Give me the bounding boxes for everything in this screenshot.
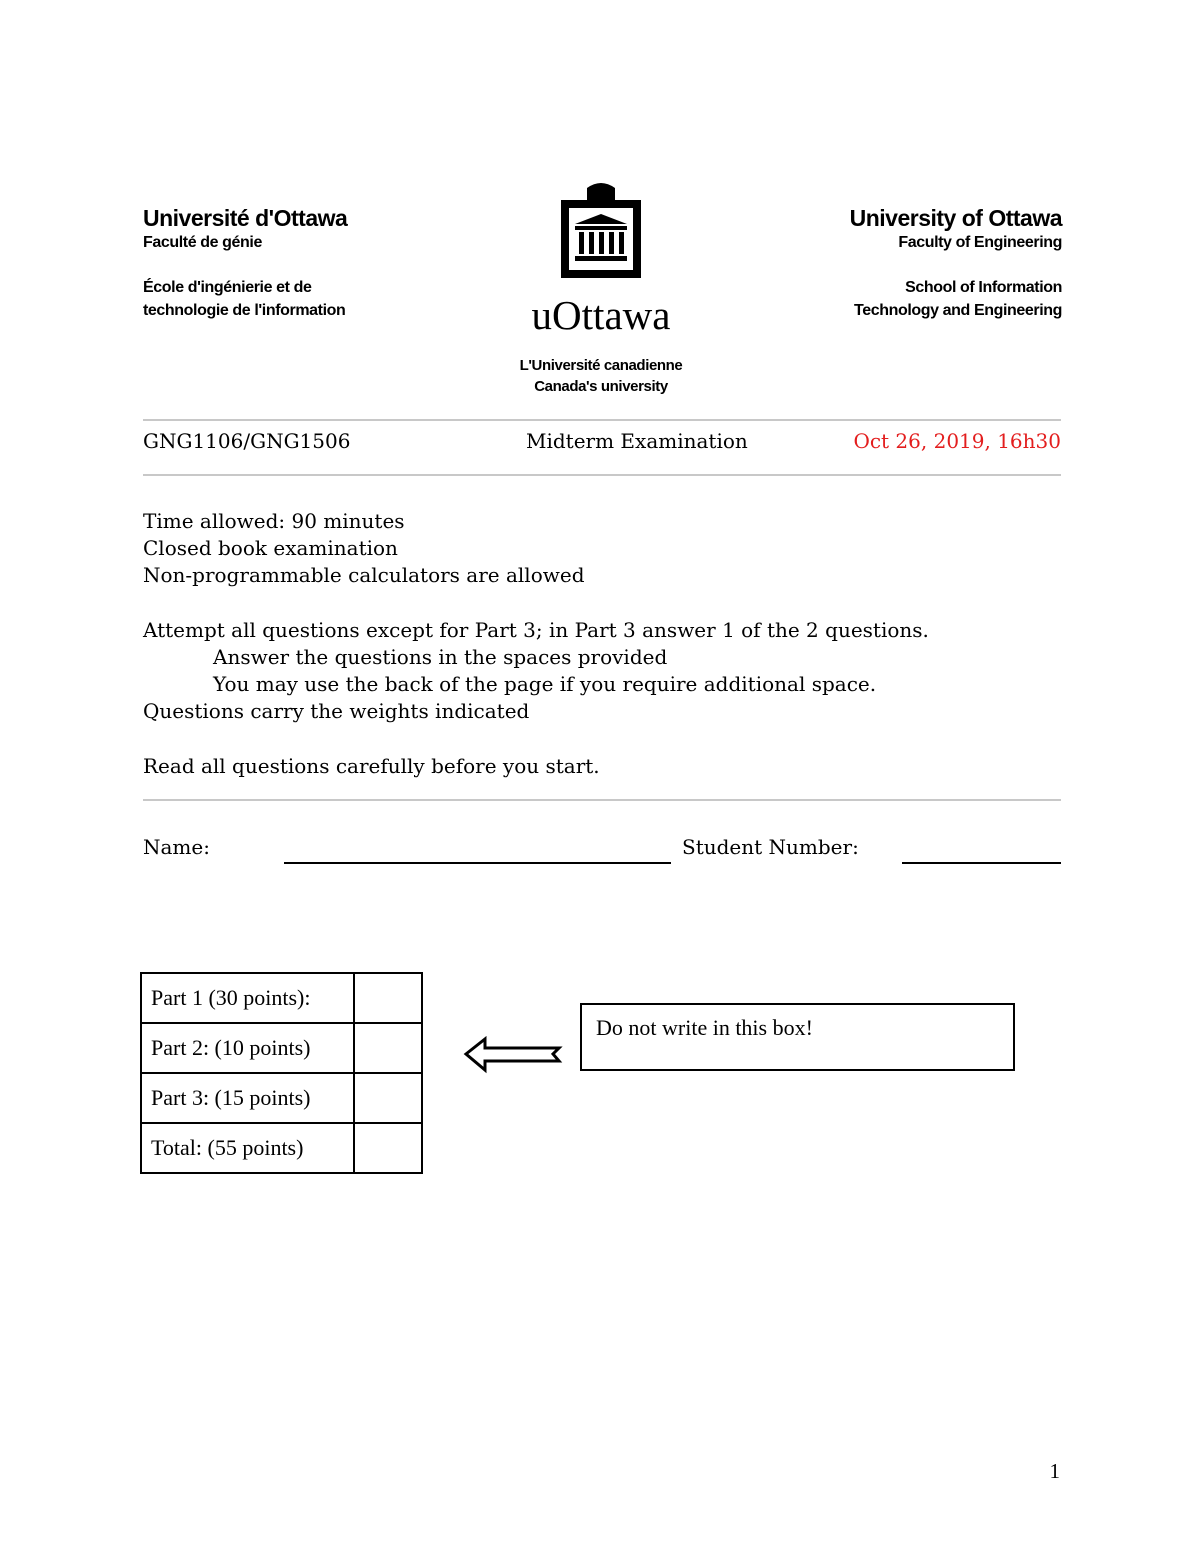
answer-spaces-instruction: Answer the questions in the spaces provided xyxy=(213,645,668,669)
exam-title: Midterm Examination xyxy=(526,429,748,453)
course-code: GNG1106/GNG1506 xyxy=(143,429,351,453)
closed-book-note: Closed book examination xyxy=(143,536,398,560)
page-number: 1 xyxy=(1049,1459,1060,1483)
school-name-fr-line1: École d'ingénierie et de xyxy=(143,279,312,296)
score-label-total: Total: (55 points) xyxy=(141,1123,354,1173)
divider-middle xyxy=(143,474,1061,476)
school-name-en xyxy=(780,276,1062,322)
weights-instruction: Questions carry the weights indicated xyxy=(143,699,530,723)
score-label-part2: Part 2: (10 points) xyxy=(141,1023,354,1073)
university-name-fr: Université d'Ottawa xyxy=(143,205,348,231)
faculty-name-en: Faculty of Engineering xyxy=(898,234,1062,251)
uottawa-building-icon xyxy=(555,180,647,280)
table-row xyxy=(141,973,422,1023)
read-all-instruction: Read all questions carefully before you start. xyxy=(143,754,600,778)
school-name-en-line1: School of Information xyxy=(905,279,1062,296)
uottawa-wordmark: uOttawa xyxy=(531,292,671,338)
header-french xyxy=(143,203,473,322)
exam-info-row xyxy=(143,427,1061,455)
exam-rules xyxy=(143,508,1061,589)
table-row xyxy=(141,1023,422,1073)
score-cell-part2 xyxy=(354,1023,422,1073)
exam-date: Oct 26, 2019, 16h30 xyxy=(853,429,1061,453)
university-name-en: University of Ottawa xyxy=(849,205,1062,231)
tagline-french: L'Université canadienne xyxy=(519,357,683,374)
score-cell-part3 xyxy=(354,1073,422,1123)
calculator-note: Non-programmable calculators are allowed xyxy=(143,563,585,587)
school-name-fr-line2: technologie de l'information xyxy=(143,302,346,319)
left-arrow-icon xyxy=(463,1036,565,1081)
table-row xyxy=(141,1123,422,1173)
score-label-part1: Part 1 (30 points): xyxy=(141,973,354,1023)
divider-bottom xyxy=(143,799,1061,801)
table-row xyxy=(141,1073,422,1123)
score-table xyxy=(140,972,423,1174)
score-cell-total xyxy=(354,1123,422,1173)
back-of-page-instruction: You may use the back of the page if you require additional space. xyxy=(213,672,877,696)
divider-top xyxy=(143,419,1061,421)
score-label-part3: Part 3: (15 points) xyxy=(141,1073,354,1123)
answer-instructions xyxy=(143,617,1061,725)
student-number-label: Student Number: xyxy=(682,835,859,859)
attempt-instruction: Attempt all questions except for Part 3; in Part 3 answer 1 of the 2 questions. xyxy=(143,618,929,642)
header-english xyxy=(780,203,1062,322)
do-not-write-box xyxy=(580,1003,1015,1071)
logo-tagline xyxy=(470,355,732,397)
student-info-row xyxy=(143,833,1061,873)
school-name-en-line2: Technology and Engineering xyxy=(854,302,1062,319)
tagline-english: Canada's university xyxy=(534,378,668,395)
school-name-fr xyxy=(143,276,473,322)
time-allowed: Time allowed: 90 minutes xyxy=(143,509,405,533)
faculty-name-fr: Faculté de génie xyxy=(143,234,262,251)
do-not-write-text: Do not write in this box! xyxy=(596,1015,813,1040)
name-field[interactable] xyxy=(284,862,671,864)
student-number-field[interactable] xyxy=(902,862,1061,864)
name-label: Name: xyxy=(143,835,210,859)
score-cell-part1 xyxy=(354,973,422,1023)
